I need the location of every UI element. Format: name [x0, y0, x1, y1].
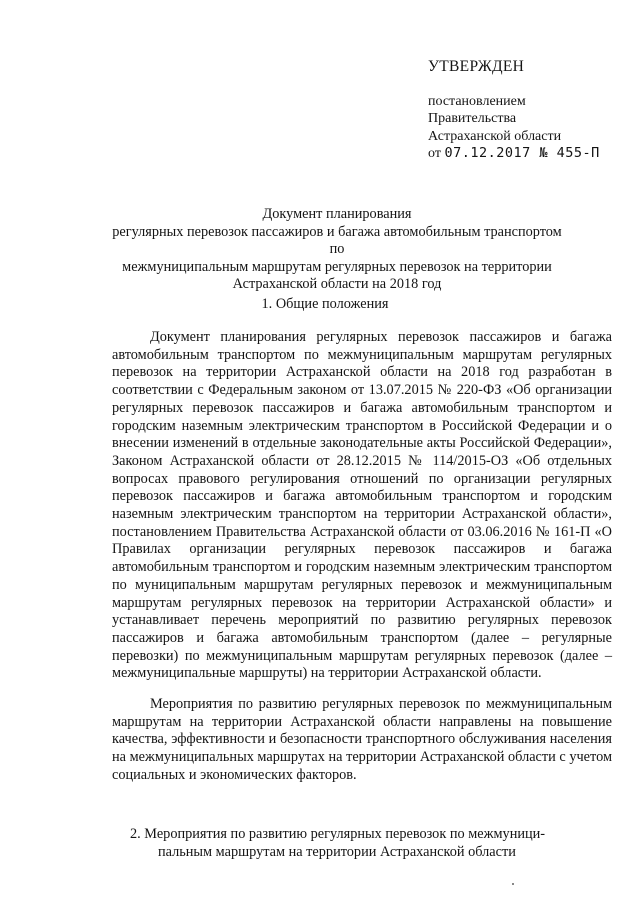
- scan-speck: [512, 883, 514, 885]
- title-line-2: регулярных перевозок пассажиров и багажа автомобильным транспортом по: [112, 223, 562, 257]
- section-2-line-1: 2. Мероприятия по развитию регулярных перевозок по межмуници-: [130, 826, 546, 842]
- title-line-4: Астраханской области на 2018 год: [232, 276, 442, 292]
- title-line-1: Документ планирования: [262, 206, 412, 222]
- approval-date-line: [428, 145, 628, 163]
- section-2-line-2: пальным маршрутам на территории Астраханской области: [158, 843, 516, 860]
- title-line-3: межмуниципальным маршрутам регулярных перевозок на территории: [122, 258, 552, 275]
- section-2-heading: [130, 826, 600, 861]
- section-1-heading: 1. Общие положения: [261, 296, 389, 312]
- approval-prefix: от: [428, 146, 441, 161]
- document-title: [112, 206, 562, 294]
- section-1-paragraph-1: Документ планирования регулярных перевозок пассажиров и багажа автомобильным транспортом по межмуниципальным маршрутам регулярных перевозок на территории Астраханской области на 2018 год разработан в соответствии с Федеральным законом от 13.07.2015 № 220-ФЗ «Об организации регулярных перевозок пассажиров и багажа автомобильным транспортом и городским наземным электрическим транспортом в Российской Федерации и о внесении изменений в отдельные законодательные акты Российской Федерации», Законом Астраханской области от 28.12.2015 № 114/2015-ОЗ «Об отдельных вопросах правового регулирования отношений по организации регулярных перевозок пассажиров и багажа автомобильным транспортом и городским наземным электрическим транспортом на территории Астраханской области», постановлением Правительства Астраханской области от 03.06.2016 № 161-П «О Правилах организации регулярных перевозок пассажиров и багажа автомобильным транспортом и городским наземным электрическим транспортом по муниципальным маршрутам регулярных перевозок и межмуниципальным маршрутам регулярных перевозок на территории Астраханской области» и устанавливает перечень мероприятий по развитию регулярных перевозок пассажиров и багажа автомобильным транспортом (далее – регулярные перевозки) по межмуниципальным маршрутам регулярных перевозок (далее – межмуниципальные маршруты) на территории Астраханской области.: [112, 329, 612, 682]
- approval-line-3: Астраханской области: [428, 128, 562, 144]
- approval-line-2: Правительства: [428, 111, 517, 126]
- approval-line-1: постановлением: [428, 93, 526, 109]
- approval-number: 07.12.2017 № 455-П: [444, 145, 600, 161]
- approval-stamp: [428, 58, 628, 163]
- approval-heading: УТВЕРЖДЕН: [428, 58, 525, 75]
- section-1-paragraph-2: Мероприятия по развитию регулярных перевозок по межмуниципальным маршрутам на территории Астраханской области направлены на повышение качества, эффективности и безопасности транспортного обслуживания населения на межмуниципальных маршрутах на территории Астраханской области с учетом социальных и экономических факторов.: [112, 696, 612, 783]
